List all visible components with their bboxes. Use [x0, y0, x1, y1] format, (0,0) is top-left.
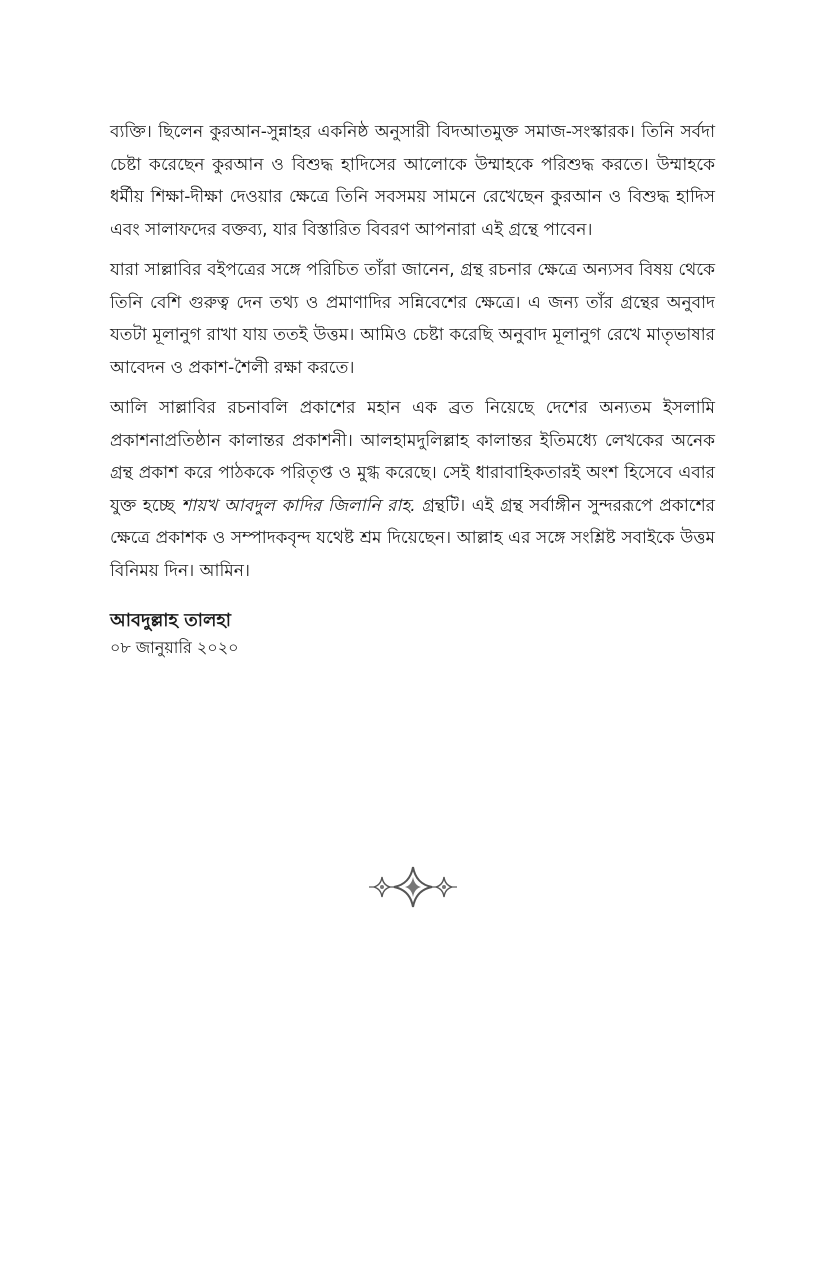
signature-date: ০৮ জানুয়ারি ২০২০ — [110, 638, 239, 657]
paragraph-3-text-after: গ্রন্থটি। এই গ্রন্থ সর্বাঙ্গীন সুন্দররূপে প্রকাশের ক্ষেত্রে প্রকাশক ও সম্পাদকবৃন্দ যথেষ্ট শ্রম দিয়েছেন। আল্লাহ এর সঙ্গে সংশ্লিষ্ট সবাইকে উত্তম বিনিময় দিন। আমিন। — [110, 495, 715, 581]
paragraph-3 — [110, 392, 715, 587]
paragraph-2: যারা সাল্লাবির বইপত্রের সঙ্গে পরিচিত তাঁরা জানেন, গ্রন্থ রচনার ক্ষেত্রে অন্যসব বিষয় থেকে তিনি বেশি গুরুত্ব দেন তথ্য ও প্রমাণাদির সন্নিবেশের ক্ষেত্রে। এ জন্য তাঁর গ্রন্থের অনুবাদ যতটা মূলানুগ রাখা যায় ততই উত্তম। আমিও চেষ্টা করেছি অনুবাদ মূলানুগ রেখে মাতৃভাষার আবেদন ও প্রকাশ-শৈলী রক্ষা করতে। — [110, 260, 715, 378]
signature-block — [110, 607, 715, 661]
paragraph-1: ব্যক্তি। ছিলেন কুরআন-সুন্নাহর একনিষ্ঠ অনুসারী বিদআতমুক্ত সমাজ-সংস্কারক। তিনি সর্বদা চেষ্টা করেছেন কুরআন ও বিশুদ্ধ হাদিসের আলোকে উম্মাহকে পরিশুদ্ধ করতে। উম্মাহকে ধর্মীয় শিক্ষা-দীক্ষা দেওয়ার ক্ষেত্রে তিনি সবসময় সামনে রেখেছেন কুরআন ও বিশুদ্ধ হাদিস এবং সালাফদের বক্তব্য, যার বিস্তারিত বিবরণ আপনারা এই গ্রন্থে পাবেন। — [110, 122, 715, 240]
author-name: আবদুল্লাহ তালহা — [110, 610, 232, 631]
book-title-italic: শায়খ আবদুল কাদির জিলানি রাহ. — [181, 495, 416, 516]
paragraph-3-text-before: আলি সাল্লাবির রচনাবলি প্রকাশের মহান এক ব্রত নিয়েছে দেশের অন্যতম ইসলামি প্রকাশনাপ্রতিষ্ঠান কালান্তর প্রকাশনী। আলহামদুলিল্লাহ কালান্তর ইতিমধ্যে লেখকের অনেক গ্রন্থ প্রকাশ করে পাঠককে পরিতৃপ্ত ও মুগ্ধ করেছে। সেই ধারাবাহিকতারই অংশ হিসেবে এবার যুক্ত হচ্ছে — [110, 398, 715, 516]
preface-text — [110, 116, 715, 661]
diamond-star-ornament-icon — [368, 865, 458, 909]
